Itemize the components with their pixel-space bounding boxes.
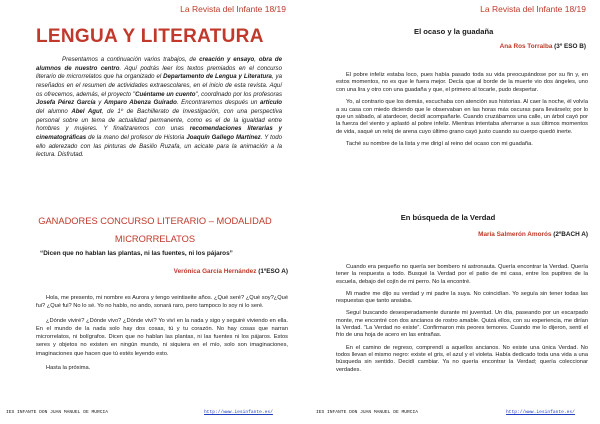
story-body — [36, 294, 288, 378]
story-paragraph: Hasta la próxima. — [46, 365, 91, 372]
running-header: La Revista del Infante 18/19 — [480, 4, 586, 14]
footer-link[interactable]: http://www.iesinfante.es/ — [204, 410, 273, 415]
story-body — [336, 264, 588, 379]
section-title — [20, 212, 290, 248]
story-title: “Dicen que no hablan las plantas, ni las fuentes, ni los pájaros” — [40, 250, 233, 257]
section-title-line-1: GANADORES CONCURSO LITERARIO – MODALIDAD — [38, 216, 272, 226]
footer-school: IES INFANTE DON JUAN MANUEL DE MURCIA — [316, 410, 418, 415]
footer-link-wrapper — [204, 410, 273, 415]
section-title-line-2: MICRORRELATOS — [114, 234, 196, 244]
footer-link-wrapper — [506, 410, 575, 415]
story-paragraph: Yo, al contrario que los demás, escuchaba con atención sus historias. Al caer la noche, él volvía a su casa con miedo diciendo que le observaban en las horas más oscuras para llevárselo; por lo que un sábado, al atardecer, decidí acompañarle. Cuando cruzábamos una calle, un árbol cayó por la fuerza del viento y aplastó al pobre infeliz. Mientras intentaba aferrarse a sus últimos momentos de vida, saqué un reloj de arena cuyo último grano cayó justo cuando su cuerpo quedó inerte. — [336, 99, 588, 135]
story-paragraph: ¿Dónde viviré? ¿Dónde vivo? ¿Dónde viví? Yo viví en la nada y sigo y seguiré viviendo en ella. En el mundo de la nada solo hay dos cosas, tú y tu corazón. No hay cosas que narran microrrelatos, ni bolígrafos. Dicen que no hablan las plantas, ni las fuentes ni los pájaros. Estos seres y objetos no existen en ningún mundo, ni siquiera en el mío, solo son imaginaciones, imaginaciones que hacen que tú estés leyendo esto. — [36, 317, 288, 357]
story-paragraph: En el camino de regreso, comprendí a aquellos ancianos. No existe una única Verdad. No todos llevan el mismo negro: existe el gris, el azul y el violeta. Había dedicado toda una vida a una búsqueda sin sentido. Decidí cambiar. Ya no quería encontrar la Verdad; quería coleccionar verdades. — [336, 344, 588, 373]
story-author: María Salmerón Amorós (2ºBACH A) — [478, 231, 588, 238]
story-title: En búsqueda de la Verdad — [400, 213, 496, 222]
story-paragraph: Taché su nombre de la lista y me dirigí al reino del ocaso con mi guadaña. — [346, 141, 533, 148]
story-body — [336, 72, 588, 154]
story-paragraph: Hola, me presento, mi nombre es Aurora y tengo veintiseite años. ¿Qué seré? ¿Qué soy?¿Qué fui? ¿Qué fui? No lo sé. Yo no hablo, no ando, sonará raro, pero tampoco lo soy ni lo seré. — [36, 295, 288, 310]
footer-link[interactable]: http://www.iesinfante.es/ — [506, 410, 575, 415]
story-paragraph: Seguí buscando desesperadamente durante mi juventud. Un día, paseando por un escarpado monte, me encontré con dos ancianos de rostro amable. Quizá ellos, con su experiencia, me dirían la Verdad. “La Verdad no existe”. Confirmaron mis peores temores. Cuando me lo dijeron, sentí el frío de una hoja de acero en las entrañas. — [336, 310, 588, 339]
story-paragraph: Mi madre me dijo su verdad y mi padre la suya. No coincidían. Yo seguía sin tener todas las respuestas que tanto ansiaba. — [336, 290, 588, 305]
intro-paragraph: Presentamos a continuación varios trabajos, de creación y ensayo, obra de alumnos de nuestro centro. Aquí podrás leer los textos premiados en el concurso literario de microrrelatos que ha organizado el Departamento de Lengua y Literatura, ya reseñados en el resumen de actividades extraescolares, en el inicio de esta revista. Aquí os ofrecemos, además, el proyecto "Cuéntame un cuento", coordinado por los profesoras Josefa Pérez García y Amparo Abenza Guirado. Encontraremos después un artículo del alumno Abel Agut, de 1º de Bachillerato de Investigación, con una perspectiva personal sobre un tema de actualidad permanente, como es el de la igualdad entre hombres y mujeres. Y finalizaremos con unas recomendaciones literarias y cinematográficas de la mano del profesor de Historia Joaquín Gallego Martínez. Y todo ello aderezado con las pinturas de Basilio Ruzafa, un acicate para la animación a la lectura. Disfrutad. — [36, 56, 283, 159]
story-paragraph: Cuando era pequeño no quería ser bombero ni astronauta. Quería encontrar la Verdad. Quería tener la respuesta a todo. Busqué la Verdad por el patio de mi casa, entre los pupitres de la escuela, debajo del cojín de mi perro. No la encontré. — [336, 264, 588, 285]
story-author: Ana Ros Torralba (3º ESO B) — [499, 43, 586, 50]
story-author: Verónica García Hernández (1ºESO A) — [173, 268, 288, 275]
right-page — [300, 0, 600, 424]
story-title: El ocaso y la guadaña — [414, 27, 494, 36]
story-paragraph: El pobre infeliz estaba loco, pues había pasado toda su vida preocupándose por su fin y, en estos momentos, no es que le fuera mejor. Decía que al borde de la muerte vio dos ángeles, uno con una lira y otro con una guadaña y que, el primero al tocarle, pudo despertar. — [336, 72, 588, 93]
page-title: LENGUA Y LITERATURA — [36, 26, 264, 47]
footer-school: IES INFANTE DON JUAN MANUEL DE MURCIA — [6, 410, 108, 415]
running-header: La Revista del Infante 18/19 — [180, 4, 286, 14]
